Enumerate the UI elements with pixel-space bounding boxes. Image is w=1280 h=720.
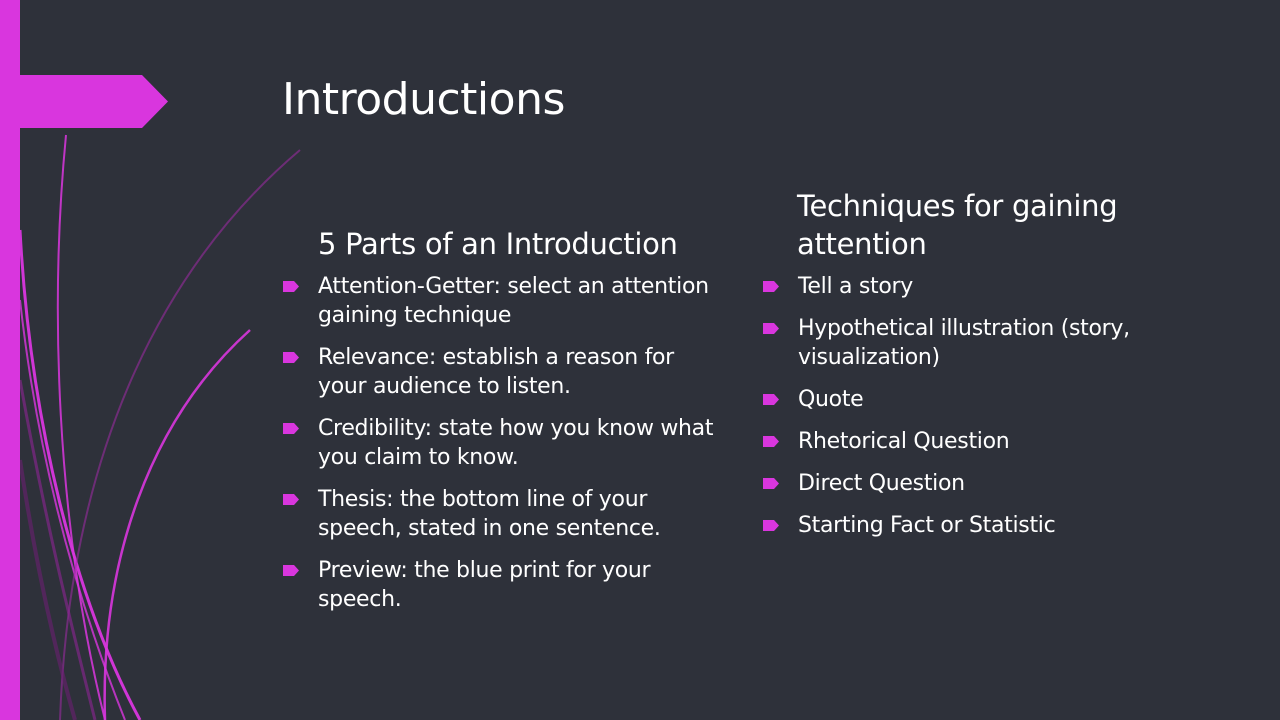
arrow-bullet-icon bbox=[763, 436, 779, 447]
list-item bbox=[282, 414, 722, 472]
list-item bbox=[282, 556, 722, 614]
title-arrow-icon bbox=[0, 75, 168, 128]
arrow-bullet-icon bbox=[763, 478, 779, 489]
techniques-list bbox=[762, 272, 1182, 553]
arrow-bullet-icon bbox=[283, 423, 299, 434]
list-item-text: Preview: the blue print for your speech. bbox=[318, 558, 651, 612]
list-item bbox=[282, 272, 722, 330]
list-item-text: Quote bbox=[798, 387, 864, 412]
arrow-bullet-icon bbox=[283, 352, 299, 363]
arrow-bullet-icon bbox=[283, 281, 299, 292]
parts-list bbox=[282, 272, 722, 627]
right-column-heading: Techniques for gaining attention bbox=[797, 189, 1118, 261]
list-item-text: Credibility: state how you know what you claim to know. bbox=[318, 416, 714, 470]
arrow-bullet-icon bbox=[283, 565, 299, 576]
arrow-bullet-icon bbox=[763, 520, 779, 531]
slide-title: Introductions bbox=[282, 74, 565, 125]
list-item bbox=[762, 385, 1182, 414]
list-item bbox=[282, 343, 722, 401]
list-item-text: Tell a story bbox=[798, 274, 913, 299]
list-item-text: Starting Fact or Statistic bbox=[798, 513, 1056, 538]
list-item-text: Attention-Getter: select an attention gaining technique bbox=[318, 274, 709, 328]
list-item bbox=[762, 427, 1182, 456]
list-item bbox=[762, 314, 1182, 372]
list-item bbox=[762, 272, 1182, 301]
list-item-text: Direct Question bbox=[798, 471, 965, 496]
arrow-bullet-icon bbox=[283, 494, 299, 505]
list-item-text: Thesis: the bottom line of your speech, stated in one sentence. bbox=[318, 487, 661, 541]
list-item bbox=[762, 469, 1182, 498]
left-column-heading: 5 Parts of an Introduction bbox=[318, 227, 678, 261]
arrow-bullet-icon bbox=[763, 323, 779, 334]
arrow-bullet-icon bbox=[763, 281, 779, 292]
list-item-text: Rhetorical Question bbox=[798, 429, 1010, 454]
list-item bbox=[762, 511, 1182, 540]
list-item-text: Relevance: establish a reason for your audience to listen. bbox=[318, 345, 674, 399]
list-item bbox=[282, 485, 722, 543]
arrow-bullet-icon bbox=[763, 394, 779, 405]
list-item-text: Hypothetical illustration (story, visualization) bbox=[798, 316, 1130, 370]
